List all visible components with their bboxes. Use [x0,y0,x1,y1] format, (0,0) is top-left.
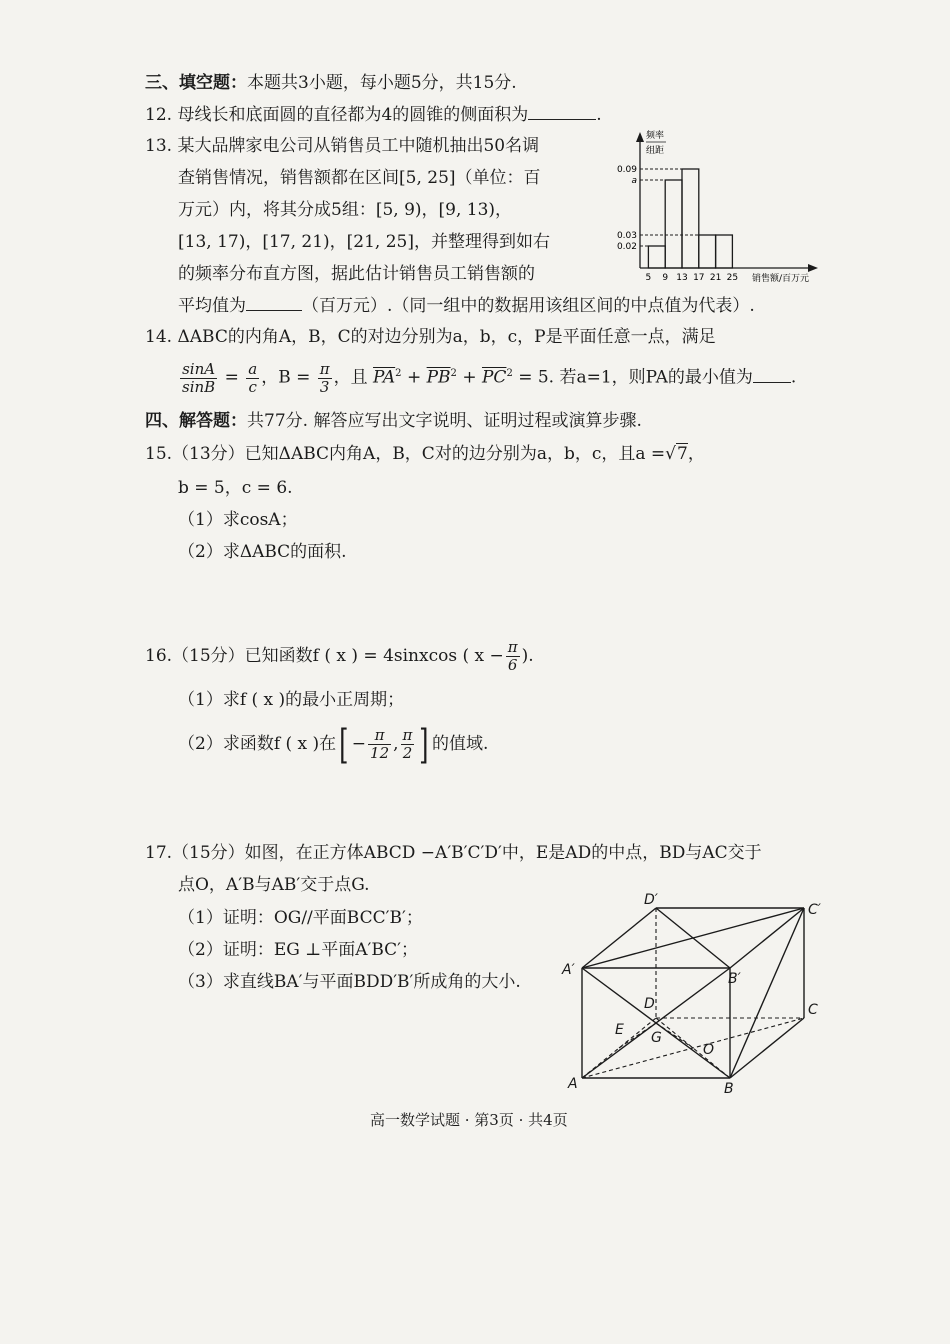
q16-frac-den: 6 [507,656,518,674]
q14-frac3-den: 3 [319,377,330,396]
q16-line-1 [145,636,534,676]
q14-b-eq: ，B = [261,367,311,388]
cube-label-b1: B′ [728,971,741,987]
y-axis-label-bottom: 组距 [646,146,665,156]
q14-frac1-num: sinA [180,361,217,379]
y-tick-label: a [631,176,637,186]
q14-frac2-den: c [248,377,257,396]
y-axis-arrow [636,132,644,142]
cube-label-a: A [568,1076,578,1092]
q16-fraction-pi6 [506,639,520,674]
x-tick-label: 21 [709,273,722,283]
histogram-bar [682,169,699,268]
cube-figure [560,890,830,1100]
q16-right-bracket: ] [419,721,429,768]
y-axis-label-top: 频率 [646,131,665,141]
x-tick-label: 13 [676,273,688,283]
q13-line-1 [145,135,539,157]
histogram-bar [648,246,665,268]
q14-eq: = [224,367,239,388]
q14-sq-3: 2 [506,368,513,379]
section3-heading [145,72,517,94]
q14-plus-1: + [406,367,422,388]
q14-plus-2: + [462,367,477,388]
x-axis-arrow [808,264,818,272]
q13-line-6 [178,295,755,317]
q15-part-2: （2）求ΔABC的面积. [178,542,347,562]
q13-text-1: 某大品牌家电公司从销售员工中随机抽出50名调 [177,136,540,156]
cube-label-a1: A′ [562,962,575,978]
y-tick-label: 0.09 [616,165,637,175]
x-tick-label: 25 [726,273,739,283]
q16-part-1: （1）求f ( x )的最小正周期； [178,690,405,710]
cube-label-d1: D′ [644,892,658,908]
q16-p2-a: （2）求函数f ( x )在 [178,734,337,754]
cube-label-e: E [615,1022,624,1038]
histogram-bar [665,180,682,268]
q14-fraction-pi3 [318,361,332,396]
q12-text: 母线长和底面圆的直径都为4的圆锥的侧面积为 [177,105,529,125]
q14-answer-blank [753,368,791,383]
cube-label-b: B [724,1081,734,1097]
section3-title: 三、填空题： [145,73,247,93]
cube-label-d: D [644,996,655,1012]
cube-label-c1: C′ [808,902,821,918]
q14-frac1-den: sinB [182,377,216,396]
q15-root: 7 [676,444,688,464]
q15-part-1: （1）求cosA； [178,510,298,530]
q16-i1-num: π [368,727,391,745]
x-axis-label: 销售额/百万元 [752,274,810,284]
q16-i1-den: 12 [370,744,390,762]
q16-fraction-pi12 [368,727,391,762]
q14-line-2: $\frac{\sin A}{\sin B}$ = $\frac{a}{c}$ ，B = $\frac{\pi}{3}$ ，且 $\overline{PA}^2 + \overline{PB}^2 + \overline{PC}^2 = 5$. 若a=1，则PA的最小值为 . [182,359,797,396]
histogram-bar [716,235,733,268]
q16-head: 16.（15分）已知函数f ( x ) = 4sinxcos ( x − [145,646,504,666]
q14-frac3-num: π [319,359,330,378]
q14-vector-pc: $\overline{PC}$ [481,367,507,388]
section3-desc: 本题共3小题，每小题5分，共15分. [247,73,517,93]
q12-answer-blank [528,105,596,120]
q13-line-3: 万元）内，将其分成5组：[5, 9)，[9, 13)， [178,200,513,220]
q14-sq-1: 2 [395,368,402,379]
q16-comma: , [393,734,399,754]
q12-number: 12. [145,105,173,125]
q14-fraction-ac [246,361,259,396]
q14-cond: ，且 [333,367,368,388]
q14-tail: = 5. 若a=1，则PA的最小值为 [518,367,753,388]
q13-text-6a: 平均值为 [178,296,246,316]
q16-part-2 [178,722,488,766]
x-tick-label: 17 [693,273,705,283]
q16-p2-b: 的值域. [432,734,489,754]
q13-line-5: 的频率分布直方图，据此估计销售员工销售额的 [178,264,535,284]
q16-left-bracket: [ [339,721,349,768]
q14-line-1 [145,326,716,348]
cube-label-c: C [808,1002,818,1018]
q14-number: 14. [145,327,173,347]
q13-number: 13. [145,136,173,156]
histogram-plot [617,129,818,284]
q14-text-1: ΔABC的内角A，B，C的对边分别为a，b，c，P是平面任意一点，满足 [177,327,716,347]
q16-i2-num: π [402,726,413,744]
q13-answer-blank [246,296,302,311]
y-tick-label: 0.02 [616,242,637,252]
x-tick-label: 5 [645,273,652,283]
q17-part-1: （1）证明：OG//平面BCC′B′； [178,908,423,928]
q16-neg: − [351,734,367,754]
section4-heading [145,410,642,432]
q17-line-2: 点O，A′B与AB′交于点G. [178,875,370,895]
q15-line-1: 15.（13分）已知ΔABC内角A，B，C对的边分别为a，b，c，且a =√7， [145,444,705,464]
x-tick-label: 9 [662,273,669,283]
q14-fraction-sin [180,361,217,396]
frequency-histogram [604,128,834,288]
histogram-bar [699,235,716,268]
q15-head: 15.（13分）已知ΔABC内角A，B，C对的边分别为a，b，c，且a = [145,444,666,464]
q14-frac2-num: a [248,359,258,378]
question-12: 12. 母线长和底面圆的直径都为4的圆锥的侧面积为 . [145,105,602,125]
q17-part-3: （3）求直线BA′与平面BDD′B′所成角的大小. [178,972,521,992]
q13-text-6b: （百万元）.（同一组中的数据用该组区间的中点值为代表）. [302,296,755,316]
q16-head-end: ). [521,646,534,666]
q16-fraction-pi2 [401,727,415,762]
cube-label-o: O [703,1042,715,1058]
y-tick-label: 0.03 [616,231,637,241]
section4-desc: 共77分. 解答应写出文字说明、证明过程或演算步骤. [247,411,642,431]
q13-line-4: [13, 17)，[17, 21)，[21, 25]，并整理得到如右 [178,232,551,252]
q16-frac-num: π [507,638,518,656]
q17-part-2: （2）证明：EG ⊥平面A′BC′； [178,940,419,960]
q14-vector-pb: $\overline{PB}$ [426,367,451,388]
q14-vector-pa: $\overline{PA}$ [373,367,396,388]
q17-line-1: 17.（15分）如图，在正方体ABCD −A′B′C′D′中，E是AD的中点，BD与AC交于 [145,843,762,863]
cube-label-g: G [651,1030,662,1046]
q16-i2-den: 2 [402,744,413,762]
q14-sq-2: 2 [450,368,457,379]
page-footer: 高一数学试题 · 第3页 · 共4页 [370,1111,568,1129]
section4-title: 四、解答题： [145,411,247,431]
q15-line-2: b = 5，c = 6. [178,478,293,498]
q13-line-2: 查销售情况，销售额都在区间[5, 25]（单位：百 [178,168,541,188]
